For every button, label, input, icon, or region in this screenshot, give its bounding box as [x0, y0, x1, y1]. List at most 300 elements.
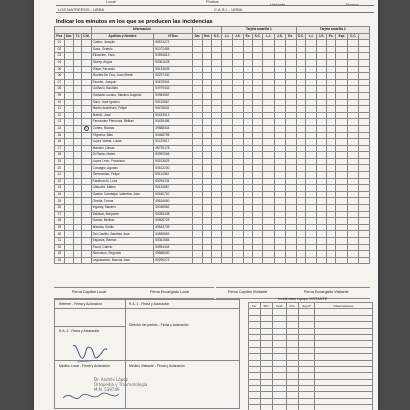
- cell-incident: [306, 106, 317, 113]
- cell-incident: [317, 257, 327, 264]
- table-row: [55, 185, 370, 192]
- cell-incident: [317, 139, 327, 146]
- cell-incident: [306, 218, 317, 225]
- cell-incident: [285, 152, 296, 159]
- cell-incident: [243, 106, 253, 113]
- cell-incident: [253, 73, 263, 80]
- cell-incident: [274, 119, 285, 126]
- cell-incident: [263, 53, 275, 60]
- cell-tl: [74, 178, 82, 185]
- cell-incident: [317, 79, 327, 86]
- cell-incident: [202, 132, 212, 139]
- cell-incident: [202, 178, 212, 185]
- cell-incident: [253, 132, 263, 139]
- cell-incident: [359, 205, 370, 212]
- table-row: [55, 79, 370, 86]
- cell-incident: [222, 165, 233, 172]
- cell-incident: [222, 251, 233, 258]
- cell-nombre: Di Paola, Mateo: [91, 152, 154, 159]
- cell-incident: [212, 66, 222, 73]
- cell-incident: [306, 158, 317, 165]
- cell-incident: [359, 59, 370, 66]
- cell-tl: [74, 158, 82, 165]
- cell-incident: [306, 257, 317, 264]
- cell-incident: [296, 79, 306, 86]
- cell-nombre: Montes De Oca, Juan Martin: [91, 73, 154, 80]
- cell-incident: [222, 125, 233, 132]
- cell-incident: [212, 132, 222, 139]
- cell-incident: [212, 178, 222, 185]
- cell-incident: [274, 86, 285, 93]
- cell-incident: [306, 165, 317, 172]
- cell-incident: [202, 165, 212, 172]
- cell-cm: [81, 46, 91, 53]
- cell-incident: [274, 112, 285, 119]
- cell-incident: [285, 139, 296, 146]
- cell-incident: [326, 231, 336, 238]
- cell-cm: [81, 99, 91, 106]
- cell-incident: [326, 152, 336, 159]
- cell-incident: [285, 73, 296, 80]
- cell-tl: [74, 205, 82, 212]
- table-row: [55, 191, 370, 198]
- cell-incident: [243, 119, 253, 126]
- cell-incident: [263, 125, 275, 132]
- cell-dni: 50433513: [154, 112, 193, 119]
- cell-nombre: Filgueira, Blas: [91, 132, 154, 139]
- cell-incident: [212, 139, 222, 146]
- col-ex3: Ex.: [326, 33, 336, 40]
- cell-incident: [263, 244, 275, 251]
- cell-incident: [317, 53, 327, 60]
- cell-incident: [348, 119, 359, 126]
- cell-nombre: Castro, Joaquin: [91, 40, 154, 47]
- cell-incident: [336, 53, 348, 60]
- cell-incident: [317, 86, 327, 93]
- cell-incident: [193, 86, 203, 93]
- cell-incident: [359, 106, 370, 113]
- cell-incident: [193, 185, 203, 192]
- cell-incident: [336, 66, 348, 73]
- cell-incident: [193, 119, 203, 126]
- col-ex: Ex.: [243, 33, 253, 40]
- cell-dor: [64, 99, 74, 106]
- cell-incident: [232, 178, 243, 185]
- cell-incident: [222, 231, 233, 238]
- cell-cm: [81, 79, 91, 86]
- cell-incident: [193, 198, 203, 205]
- cell-incident: [336, 218, 348, 225]
- cell-incident: [222, 178, 233, 185]
- table-row: [55, 112, 370, 119]
- col-ex2: Ex.: [285, 33, 296, 40]
- cell-incident: [296, 112, 306, 119]
- cell-incident: [348, 139, 359, 146]
- cell-incident: [212, 92, 222, 99]
- cell-incident: [222, 244, 233, 251]
- cell-incident: [348, 99, 359, 106]
- cell-incident: [285, 106, 296, 113]
- cell-incident: [263, 40, 275, 47]
- cell-cm: [81, 106, 91, 113]
- cell-incident: [274, 66, 285, 73]
- cell-dor: [64, 238, 74, 245]
- cell-incident: [212, 158, 222, 165]
- cell-incident: [193, 40, 203, 47]
- cell-incident: [285, 145, 296, 152]
- cell-dni: 49816650: [154, 198, 193, 205]
- cell-incident: [232, 218, 243, 225]
- cell-incident: [306, 178, 317, 185]
- cell-incident: [212, 106, 222, 113]
- cell-incident: [296, 191, 306, 198]
- cell-dni: 49588444: [154, 125, 193, 132]
- cell-incident: [193, 191, 203, 198]
- cell-incident: [326, 92, 336, 99]
- cell-dor: [64, 145, 74, 152]
- cell-cm: [81, 211, 91, 218]
- ta1-head: Tarjeta amarilla 1: [222, 27, 296, 34]
- cell-nombre: Sanz, José Ignacio: [91, 99, 154, 106]
- cell-incident: [253, 112, 263, 119]
- cell-incident: [285, 224, 296, 231]
- cell-tl: [74, 191, 82, 198]
- table-row: [55, 86, 370, 93]
- cell-nombre: Leguizamon, Marcos Jose: [91, 257, 154, 264]
- cell-incident: [317, 211, 327, 218]
- cell-cm: [81, 92, 91, 99]
- cell-incident: [263, 66, 275, 73]
- cell-incident: [243, 99, 253, 106]
- cell-incident: [232, 224, 243, 231]
- cell-incident: [253, 66, 263, 73]
- cell-incident: [296, 205, 306, 212]
- cell-incident: [274, 257, 285, 264]
- stamp-role: Ortopedia y Traumatología: [94, 382, 148, 387]
- cell-incident: [317, 66, 327, 73]
- cell-incident: [306, 40, 317, 47]
- cell-incident: [348, 66, 359, 73]
- cell-incident: [193, 79, 203, 86]
- cell-incident: [243, 132, 253, 139]
- sig-row-local: [54, 287, 214, 299]
- cell-dor: [64, 231, 74, 238]
- cell-incident: [212, 205, 222, 212]
- cell-incident: [336, 211, 348, 218]
- cell-pos: 04: [55, 59, 65, 66]
- cell-dni: 50361628: [154, 59, 193, 66]
- cell-incident: [317, 191, 327, 198]
- cell-dni: 50133835: [154, 66, 193, 73]
- cell-incident: [253, 191, 263, 198]
- cell-incident: [326, 145, 336, 152]
- cell-incident: [222, 106, 233, 113]
- cell-incident: [359, 132, 370, 139]
- cell-incident: [285, 99, 296, 106]
- cell-incident: [336, 112, 348, 119]
- cell-incident: [359, 211, 370, 218]
- cell-incident: [326, 172, 336, 179]
- cell-incident: [243, 79, 253, 86]
- cell-incident: [348, 158, 359, 165]
- cell-incident: [232, 198, 243, 205]
- cell-incident: [296, 244, 306, 251]
- incid-col-header: Incid.: [273, 303, 287, 309]
- cell-nombre: Guiñazú, Bautista: [91, 86, 154, 93]
- cell-incident: [222, 172, 233, 179]
- cell-incident: [336, 152, 348, 159]
- cell-incident: [348, 251, 359, 258]
- cell-incident: [243, 158, 253, 165]
- cell-incident: [326, 132, 336, 139]
- cell-incident: [212, 145, 222, 152]
- cell-incident: [253, 79, 263, 86]
- encargado-local-sig: Firma Encargado Local: [150, 290, 190, 294]
- cell-incident: [263, 106, 275, 113]
- cell-incident: [202, 152, 212, 159]
- cell-cm: [81, 73, 91, 80]
- cell-incident: [193, 238, 203, 245]
- incid-col-header: Tie.: [249, 303, 261, 309]
- cell-incident: [274, 40, 285, 47]
- cell-cm: [81, 119, 91, 126]
- cell-incident: [317, 231, 327, 238]
- cell-pos: 08: [55, 86, 65, 93]
- cell-incident: [243, 112, 253, 119]
- cell-incident: [253, 172, 263, 179]
- cell-dni: 50554444: [154, 244, 193, 251]
- cell-dni: 50512230: [154, 165, 193, 172]
- cell-incident: [222, 53, 233, 60]
- cell-tl: [74, 224, 82, 231]
- cell-incident: [317, 59, 327, 66]
- cell-incident: [296, 73, 306, 80]
- cell-incident: [317, 73, 327, 80]
- cell-incident: [222, 46, 233, 53]
- cell-pos: 13: [55, 119, 65, 126]
- cell-incident: [232, 119, 243, 126]
- cell-incident: [285, 257, 296, 264]
- cell-nombre: Zaldivar, Benjamin: [91, 211, 154, 218]
- cell-incident: [274, 99, 285, 106]
- cell-incident: [263, 238, 275, 245]
- cell-incident: [193, 218, 203, 225]
- cell-incident: [263, 211, 275, 218]
- cell-nombre: Martín Aramburú, Felipe: [91, 106, 154, 113]
- cell-incident: [263, 86, 275, 93]
- cell-incident: [202, 139, 212, 146]
- cell-incident: [263, 139, 275, 146]
- cell-incident: [348, 224, 359, 231]
- cell-incident: [253, 211, 263, 218]
- cell-incident: [243, 238, 253, 245]
- cell-incident: [336, 59, 348, 66]
- cell-incident: [336, 86, 348, 93]
- cell-incident: [348, 205, 359, 212]
- cell-pos: 21: [55, 172, 65, 179]
- incid-cell: [261, 405, 273, 410]
- cell-tl: [74, 79, 82, 86]
- cell-incident: [222, 145, 233, 152]
- cell-incident: [336, 191, 348, 198]
- cell-incident: [222, 119, 233, 126]
- cell-incident: [359, 257, 370, 264]
- cell-dni: 49588600: [154, 251, 193, 258]
- incid-col-header: Pos.: [287, 303, 299, 309]
- cell-dni: 50415667: [154, 99, 193, 106]
- cell-incident: [253, 251, 263, 258]
- captain-mark: C: [85, 127, 88, 130]
- cell-incident: [326, 238, 336, 245]
- cell-incident: [359, 79, 370, 86]
- local-team: LOS MATREROS - URBA: [58, 7, 105, 12]
- incid-cell: [315, 405, 373, 410]
- cell-incident: [222, 86, 233, 93]
- cell-incident: [326, 191, 336, 198]
- cell-nombre: Gaston Carabajal, Valentino Jose: [91, 191, 154, 198]
- instructions-title: Indicar los minutos en los que se producen las incidencias: [56, 19, 213, 25]
- cell-incident: [285, 112, 296, 119]
- cell-incident: [202, 99, 212, 106]
- cell-incident: [359, 53, 370, 60]
- cell-incident: [193, 53, 203, 60]
- cell-pos: 34: [55, 257, 65, 264]
- table-row: [55, 231, 370, 238]
- cell-incident: [263, 73, 275, 80]
- cell-incident: [212, 152, 222, 159]
- cell-cm: [81, 251, 91, 258]
- cell-incident: [274, 106, 285, 113]
- cell-incident: [348, 132, 359, 139]
- cell-dni: 50984587: [154, 92, 193, 99]
- cell-dor: [64, 106, 74, 113]
- cell-incident: [274, 172, 285, 179]
- col-blank: [359, 33, 370, 40]
- cell-incident: [296, 257, 306, 264]
- cell-incident: [274, 211, 285, 218]
- cell-tl: [74, 211, 82, 218]
- cell-incident: [306, 66, 317, 73]
- cell-incident: [193, 257, 203, 264]
- cell-incident: [243, 178, 253, 185]
- cell-incident: [274, 205, 285, 212]
- cell-incident: [263, 224, 275, 231]
- cell-incident: [253, 46, 263, 53]
- table-row: [55, 205, 370, 212]
- cell-pos: 22: [55, 178, 65, 185]
- cell-cm: [81, 218, 91, 225]
- cell-incident: [326, 106, 336, 113]
- cell-incident: [317, 251, 327, 258]
- cell-cm: [81, 132, 91, 139]
- cell-incident: [285, 185, 296, 192]
- director-label: Director del partido - Firma y Aclaración: [129, 323, 189, 327]
- cell-incident: [263, 158, 275, 165]
- cell-cm: [81, 40, 91, 47]
- cell-dor: [64, 185, 74, 192]
- cell-nombre: Fernandez Pierconia, Beltran: [91, 119, 154, 126]
- cell-nombre: Farabocchi, Luca: [91, 178, 154, 185]
- cell-incident: [193, 158, 203, 165]
- cell-incident: [285, 79, 296, 86]
- cell-incident: [285, 205, 296, 212]
- cell-incident: [222, 99, 233, 106]
- cell-nombre: Olivar, Facundo: [91, 66, 154, 73]
- cell-incident: [348, 185, 359, 192]
- cell-pos: 30: [55, 231, 65, 238]
- cell-incident: [222, 224, 233, 231]
- cell-incident: [253, 53, 263, 60]
- cell-dni: 50294134: [154, 178, 193, 185]
- cell-pos: 06: [55, 73, 65, 80]
- cell-tl: [74, 145, 82, 152]
- cell-incident: [243, 152, 253, 159]
- cell-incident: [306, 224, 317, 231]
- cell-incident: [193, 125, 203, 132]
- cell-incident: [202, 92, 212, 99]
- cell-incident: [326, 165, 336, 172]
- cell-incident: [317, 112, 327, 119]
- incid-col-header: Jug.N°: [299, 303, 315, 309]
- cell-incident: [359, 191, 370, 198]
- cell-incident: [253, 152, 263, 159]
- incid-col-header: Min.: [261, 303, 273, 309]
- cell-dor: [64, 40, 74, 47]
- cell-incident: [202, 205, 212, 212]
- encargado-visit-sig: Firma Encargado Visitante: [304, 290, 349, 294]
- cell-pos: 16: [55, 139, 65, 146]
- cell-incident: [253, 106, 263, 113]
- cell-incident: [359, 198, 370, 205]
- cell-incident: [232, 46, 243, 53]
- cell-incident: [306, 231, 317, 238]
- cell-incident: [306, 132, 317, 139]
- cell-incident: [202, 224, 212, 231]
- ra2-label: R.A. 2 - Firma y Aclaración: [59, 329, 100, 333]
- cell-incident: [232, 112, 243, 119]
- cell-incident: [212, 218, 222, 225]
- cell-incident: [274, 165, 285, 172]
- cell-incident: [306, 46, 317, 53]
- cell-incident: [296, 53, 306, 60]
- cell-incident: [359, 251, 370, 258]
- cell-incident: [193, 99, 203, 106]
- cell-dor: [64, 132, 74, 139]
- cell-incident: [285, 92, 296, 99]
- cell-incident: [243, 53, 253, 60]
- cell-dor: [64, 139, 74, 146]
- cell-incident: [336, 125, 348, 132]
- cell-dor: [64, 53, 74, 60]
- cell-incident: [306, 139, 317, 146]
- cell-incident: [336, 145, 348, 152]
- cell-incident: [306, 152, 317, 159]
- puntos-visit-label: Puntos: [346, 2, 359, 7]
- incid-cell: [273, 405, 287, 410]
- doctor-stamp: [94, 377, 147, 392]
- cell-incident: [253, 99, 263, 106]
- cell-incident: [296, 218, 306, 225]
- cell-incident: [317, 165, 327, 172]
- cell-pos: 31: [55, 238, 65, 245]
- officials-box: [54, 299, 240, 409]
- table-row: [55, 211, 370, 218]
- cell-incident: [202, 86, 212, 93]
- info-head: Información: [91, 27, 192, 34]
- cell-incident: [222, 238, 233, 245]
- cell-incident: [359, 178, 370, 185]
- col-ent: Ent.: [204, 33, 211, 38]
